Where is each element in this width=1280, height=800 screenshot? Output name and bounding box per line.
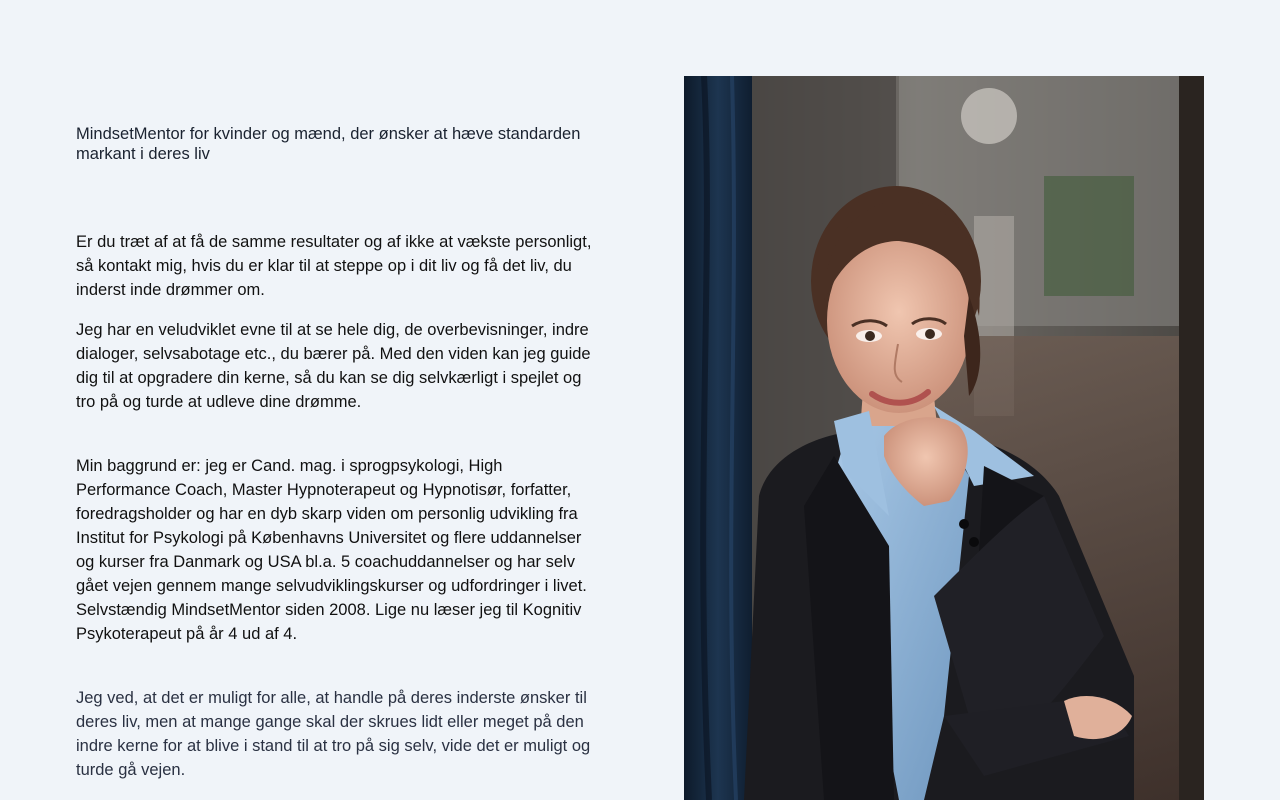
background-paragraph: Min baggrund er: jeg er Cand. mag. i sprogpsykologi, High Performance Coach, Master Hypnoterapeut og Hypnotisør, forfatter, foredragsholder og har en dyb skarp viden om personlig udvikling fra Institut for Psykologi på Københavns Universitet og flere uddannelser og kurser fra Danmark og USA bl.a. 5 coachuddannelser og har selv gået vejen gennem mange selvudviklingskurser og udfordringer i livet. bbox=[76, 457, 587, 595]
intro-paragraph: Er du træt af at få de samme resultater og af ikke at vækste personligt, så kontakt mig, hvis du er klar til at steppe op i dit liv og få det liv, du inderst inde drømmer om. bbox=[76, 233, 592, 299]
about-text-column bbox=[76, 124, 601, 782]
ability-paragraph: Jeg har en veludviklet evne til at se hele dig, de overbevisninger, indre dialoger, selvsabotage etc., du bærer på. Med den viden kan jeg guide dig til at opgradere din kerne, så du kan se dig selvkærligt i spejlet og tro på og turde at udleve dine drømme. bbox=[76, 321, 591, 411]
portrait-photo bbox=[684, 76, 1204, 800]
career-paragraph: Selvstændig MindsetMentor siden 2008. Lige nu læser jeg til Kognitiv Psykoterapeut på år 4 ud af 4. bbox=[76, 601, 582, 643]
section-subtitle: MindsetMentor for kvinder og mænd, der ønsker at hæve standarden markant i deres liv bbox=[76, 125, 581, 163]
belief-paragraph: Jeg ved, at det er muligt for alle, at handle på deres inderste ønsker til deres liv, men at mange gange skal der skrues lidt eller meget på den indre kerne for at blive i stand til at tro på sig selv, vide det er muligt og turde gå vejen. bbox=[76, 689, 591, 779]
